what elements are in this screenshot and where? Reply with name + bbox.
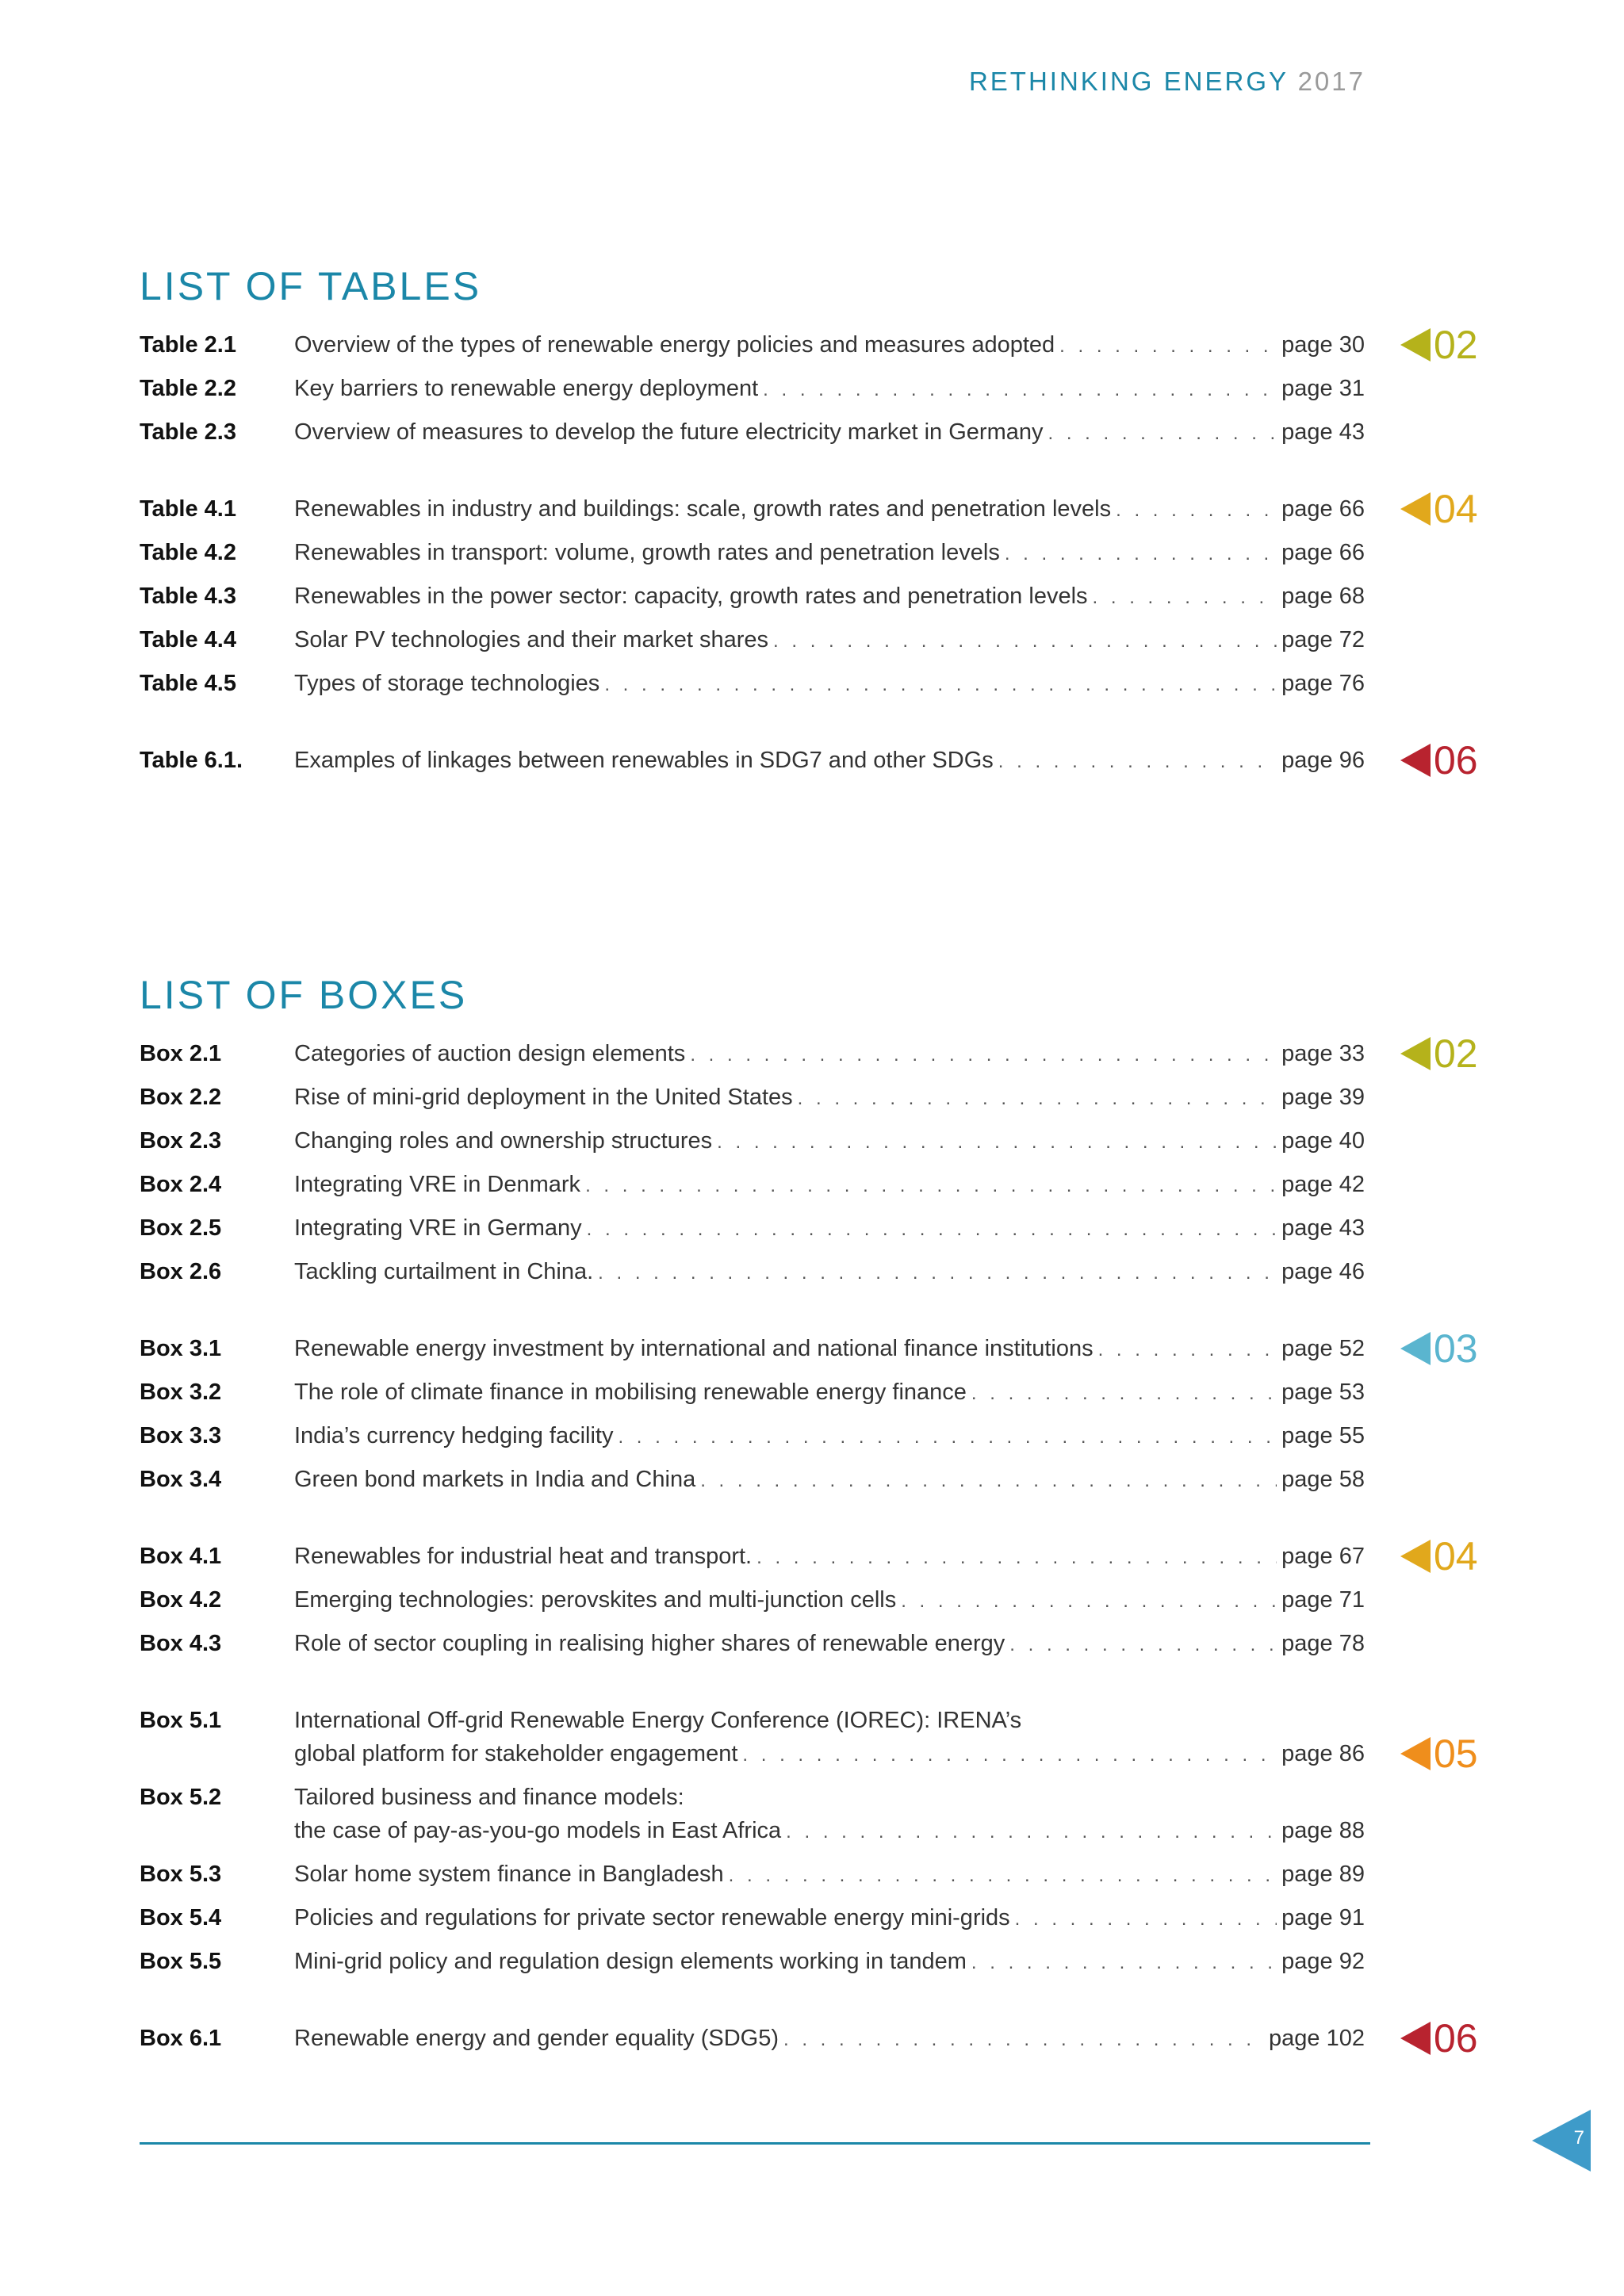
dot-leader <box>1098 1334 1277 1367</box>
footer-rule <box>140 2142 1370 2145</box>
entry-body <box>294 580 1365 614</box>
dot-leader <box>598 1257 1277 1290</box>
entry-body <box>294 492 1365 527</box>
dot-leader <box>1116 494 1277 527</box>
toc-entry[interactable] <box>140 1540 1369 1575</box>
toc-entry[interactable] <box>140 1781 1369 1849</box>
dot-leader <box>798 1082 1277 1115</box>
entry-line <box>294 1081 1365 1115</box>
entry-title: Integrating VRE in Denmark <box>294 1172 581 1197</box>
entry-title: Tackling curtailment in China. <box>294 1259 594 1284</box>
entry-body <box>294 536 1365 571</box>
entry-number: Box 2.6 <box>140 1259 222 1284</box>
toc-group <box>140 1704 1478 1980</box>
entry-body <box>294 1583 1365 1618</box>
page-reference: page 40 <box>1281 1128 1365 1154</box>
entry-line <box>294 1781 1365 1814</box>
toc-group <box>140 323 1478 450</box>
entry-title: India’s currency hedging facility <box>294 1423 614 1448</box>
chapter-number: 05 <box>1434 1732 1478 1776</box>
entry-number: Table 4.1 <box>140 496 236 522</box>
toc-entry[interactable] <box>140 1419 1369 1454</box>
page-number-tab <box>1532 2110 1591 2172</box>
entry-body <box>294 1081 1365 1115</box>
entry-line <box>294 328 1365 363</box>
dot-leader <box>763 373 1277 407</box>
running-header <box>969 67 1365 97</box>
entry-line <box>294 1945 1365 1980</box>
entry-number: Box 5.5 <box>140 1949 222 1974</box>
entry-number: Box 4.1 <box>140 1544 222 1569</box>
entry-number: Box 2.5 <box>140 1215 222 1241</box>
entry-body <box>294 2022 1365 2057</box>
entry-number: Table 2.2 <box>140 376 236 401</box>
toc-entry[interactable] <box>140 1168 1369 1203</box>
page-reference: page 33 <box>1281 1041 1365 1066</box>
entry-number: Box 2.1 <box>140 1041 222 1066</box>
entry-body <box>294 744 1365 779</box>
toc-entry[interactable] <box>140 1255 1369 1290</box>
dot-leader <box>971 1946 1277 1980</box>
chapter-number: 06 <box>1434 738 1478 783</box>
entry-title: Tailored business and finance models: <box>294 1785 684 1810</box>
page-reference: page 30 <box>1281 332 1365 358</box>
publication-year: 2017 <box>1297 67 1365 96</box>
page-number: 7 <box>1573 2127 1584 2149</box>
dot-leader <box>585 1169 1277 1203</box>
page-reference: page 66 <box>1281 540 1365 565</box>
entry-line <box>294 580 1365 614</box>
entry-body <box>294 667 1365 702</box>
entry-line <box>294 1463 1365 1498</box>
chapter-number: 04 <box>1434 487 1478 531</box>
toc-group <box>140 2016 1478 2061</box>
page-reference: page 66 <box>1281 496 1365 522</box>
entry-body <box>294 1540 1365 1575</box>
toc-entry[interactable] <box>140 580 1369 614</box>
dot-leader <box>901 1585 1277 1618</box>
page-reference: page 46 <box>1281 1259 1365 1284</box>
entry-line <box>294 1124 1365 1159</box>
toc-entry[interactable] <box>140 1704 1369 1772</box>
entry-body <box>294 328 1365 363</box>
entry-title: Emerging technologies: perovskites and multi-junction cells <box>294 1587 897 1613</box>
page-reference: page 42 <box>1281 1172 1365 1197</box>
entry-body <box>294 1124 1365 1159</box>
entry-line <box>294 1332 1365 1367</box>
page-reference: page 72 <box>1281 627 1365 652</box>
chapter-arrow-icon <box>1400 492 1431 526</box>
chapter-number: 02 <box>1434 323 1478 367</box>
toc-group <box>140 738 1478 783</box>
toc-entry[interactable] <box>140 623 1369 658</box>
entry-line <box>294 1037 1365 1072</box>
dot-leader <box>618 1421 1277 1454</box>
toc-entry[interactable] <box>140 328 1369 363</box>
chapter-arrow-icon <box>1400 328 1431 362</box>
chapter-number: 04 <box>1434 1534 1478 1578</box>
page-reference: page 76 <box>1281 671 1365 696</box>
toc-group <box>140 487 1478 702</box>
entry-body <box>294 1945 1365 1980</box>
entry-title: Key barriers to renewable energy deployment <box>294 376 759 401</box>
entry-number: Box 5.1 <box>140 1708 222 1733</box>
entry-line <box>294 1858 1365 1892</box>
dot-leader <box>971 1377 1277 1410</box>
section-title-tables: LIST OF TABLES <box>140 264 482 308</box>
entry-number: Box 5.2 <box>140 1785 222 1810</box>
toc-entry[interactable] <box>140 1376 1369 1410</box>
entry-title: Categories of auction design elements <box>294 1041 686 1066</box>
chapter-arrow-icon <box>1400 1332 1431 1365</box>
entry-title: Renewable energy and gender equality (SDG5) <box>294 2026 779 2051</box>
entry-title: Overview of the types of renewable energy policies and measures adopted <box>294 332 1055 358</box>
toc-entry[interactable] <box>140 1463 1369 1498</box>
toc-entry[interactable] <box>140 536 1369 571</box>
entry-title: Integrating VRE in Germany <box>294 1215 582 1241</box>
entry-title: Rise of mini-grid deployment in the United States <box>294 1085 793 1110</box>
dot-leader <box>604 668 1277 702</box>
entry-title: Renewables in transport: volume, growth rates and penetration levels <box>294 540 1000 565</box>
dot-leader <box>729 1859 1277 1892</box>
entry-title: Policies and regulations for private sector renewable energy mini-grids <box>294 1905 1010 1931</box>
chapter-marker <box>1400 738 1478 783</box>
chapter-arrow-icon <box>1400 1037 1431 1070</box>
entry-number: Box 3.3 <box>140 1423 222 1448</box>
entry-number: Table 2.1 <box>140 332 236 358</box>
dot-leader <box>700 1464 1277 1498</box>
entry-title: Renewables in the power sector: capacity, growth rates and penetration levels <box>294 584 1088 609</box>
toc-entry[interactable] <box>140 1124 1369 1159</box>
entry-title: International Off-grid Renewable Energy Conference (IOREC): IRENA’s <box>294 1708 1022 1733</box>
toc-entry[interactable] <box>140 1211 1369 1246</box>
entry-body <box>294 1901 1365 1936</box>
entry-title: Green bond markets in India and China <box>294 1467 696 1492</box>
entry-number: Box 4.3 <box>140 1631 222 1656</box>
entry-body <box>294 1627 1365 1662</box>
entry-body <box>294 1781 1365 1849</box>
chapter-marker <box>1400 1734 1478 1774</box>
entry-body <box>294 1463 1365 1498</box>
entry-title: Renewables for industrial heat and transport. <box>294 1544 753 1569</box>
entry-line <box>294 2022 1365 2057</box>
dot-leader <box>773 625 1277 658</box>
publication-title: RETHINKING ENERGY <box>968 67 1289 96</box>
entry-line <box>294 1583 1365 1618</box>
entry-title: Examples of linkages between renewables in SDG7 and other SDGs <box>294 748 994 773</box>
entry-line <box>294 372 1365 407</box>
toc-group <box>140 1326 1478 1498</box>
dot-leader <box>690 1039 1277 1072</box>
page-reference: page 39 <box>1281 1085 1365 1110</box>
entry-title: Role of sector coupling in realising higher shares of renewable energy <box>294 1631 1005 1656</box>
chapter-arrow-icon <box>1400 1540 1431 1573</box>
toc-entry[interactable] <box>140 415 1369 450</box>
entry-number: Table 4.5 <box>140 671 236 696</box>
page-reference: page 86 <box>1281 1741 1365 1766</box>
entry-line <box>294 1168 1365 1203</box>
page-reference: page 31 <box>1281 376 1365 401</box>
chapter-arrow-icon <box>1400 2022 1431 2055</box>
dot-leader <box>1009 1628 1277 1662</box>
page-reference: page 43 <box>1281 419 1365 445</box>
toc-entry[interactable] <box>140 1901 1369 1936</box>
chapter-number: 02 <box>1434 1031 1478 1076</box>
entry-body <box>294 1704 1365 1772</box>
entry-number: Box 5.4 <box>140 1905 222 1931</box>
entry-body <box>294 1419 1365 1454</box>
dot-leader <box>783 2023 1264 2057</box>
dot-leader <box>756 1541 1277 1575</box>
entry-title: Renewables in industry and buildings: scale, growth rates and penetration levels <box>294 496 1112 522</box>
entry-line <box>294 623 1365 658</box>
entry-line <box>294 492 1365 527</box>
chapter-marker <box>1400 2016 1478 2061</box>
page-reference: page 67 <box>1281 1544 1365 1569</box>
page-reference: page 88 <box>1281 1818 1365 1843</box>
page-reference: page 96 <box>1281 748 1365 773</box>
entry-title: Overview of measures to develop the future electricity market in Germany <box>294 419 1044 445</box>
entry-number: Box 4.2 <box>140 1587 222 1613</box>
dot-leader <box>786 1816 1277 1849</box>
toc-entry[interactable] <box>140 1037 1369 1072</box>
chapter-arrow-icon <box>1400 1737 1431 1770</box>
toc-group <box>140 1534 1478 1662</box>
entry-title: The role of climate finance in mobilising renewable energy finance <box>294 1380 967 1405</box>
dot-leader <box>742 1739 1277 1772</box>
entry-title: global platform for stakeholder engagement <box>294 1741 738 1766</box>
chapter-number: 06 <box>1434 2016 1478 2061</box>
page-reference: page 53 <box>1281 1380 1365 1405</box>
chapter-arrow-icon <box>1400 744 1431 777</box>
entry-line <box>294 1814 1365 1849</box>
chapter-number: 03 <box>1434 1326 1478 1371</box>
page-reference: page 71 <box>1281 1587 1365 1613</box>
entry-line <box>294 1419 1365 1454</box>
entry-body <box>294 1255 1365 1290</box>
toc-entry[interactable] <box>140 744 1369 779</box>
entry-line <box>294 1540 1365 1575</box>
list-of-boxes <box>140 970 1478 2099</box>
list-of-tables <box>140 262 1478 821</box>
entry-line <box>294 744 1365 779</box>
page-reference: page 102 <box>1269 2026 1365 2051</box>
entry-line <box>294 1376 1365 1410</box>
entry-number: Table 4.2 <box>140 540 236 565</box>
entry-title: Changing roles and ownership structures <box>294 1128 713 1154</box>
dot-leader <box>1048 417 1277 450</box>
entry-body <box>294 1858 1365 1892</box>
entry-line <box>294 1704 1365 1737</box>
entry-line <box>294 667 1365 702</box>
dot-leader <box>717 1126 1277 1159</box>
entry-body <box>294 1037 1365 1072</box>
toc-group <box>140 1031 1478 1290</box>
entry-title: Solar PV technologies and their market shares <box>294 627 769 652</box>
chapter-marker <box>1400 325 1478 365</box>
page-reference: page 52 <box>1281 1336 1365 1361</box>
boxes-groups <box>140 1031 1478 2061</box>
dot-leader <box>1015 1903 1277 1936</box>
entry-number: Table 2.3 <box>140 419 236 445</box>
entry-number: Box 2.3 <box>140 1128 222 1154</box>
entry-number: Box 3.4 <box>140 1467 222 1492</box>
entry-number: Box 5.3 <box>140 1862 222 1887</box>
entry-line <box>294 536 1365 571</box>
entry-body <box>294 415 1365 450</box>
tables-groups <box>140 323 1478 783</box>
toc-entry[interactable] <box>140 372 1369 407</box>
chapter-marker <box>1400 1031 1478 1076</box>
entry-body <box>294 1211 1365 1246</box>
entry-line <box>294 1627 1365 1662</box>
toc-entry[interactable] <box>140 1081 1369 1115</box>
page-reference: page 55 <box>1281 1423 1365 1448</box>
entry-number: Box 6.1 <box>140 2026 222 2051</box>
page-reference: page 78 <box>1281 1631 1365 1656</box>
entry-line <box>294 1901 1365 1936</box>
page-reference: page 92 <box>1281 1949 1365 1974</box>
entry-title: Types of storage technologies <box>294 671 600 696</box>
dot-leader <box>587 1213 1277 1246</box>
entry-number: Box 2.2 <box>140 1085 222 1110</box>
toc-entry[interactable] <box>140 1627 1369 1662</box>
entry-line <box>294 1211 1365 1246</box>
page-reference: page 68 <box>1281 584 1365 609</box>
entry-body <box>294 1376 1365 1410</box>
chapter-marker <box>1400 1326 1478 1371</box>
toc-entry[interactable] <box>140 1858 1369 1892</box>
dot-leader <box>1059 330 1277 363</box>
entry-title: Mini-grid policy and regulation design elements working in tandem <box>294 1949 967 1974</box>
chapter-marker <box>1400 1536 1478 1576</box>
chapter-marker <box>1400 489 1478 529</box>
dot-leader <box>1093 581 1277 614</box>
toc-entry[interactable] <box>140 1332 1369 1367</box>
section-title-boxes: LIST OF BOXES <box>140 973 468 1017</box>
entry-body <box>294 1332 1365 1367</box>
entry-line <box>294 415 1365 450</box>
entry-body <box>294 623 1365 658</box>
entry-body <box>294 1168 1365 1203</box>
toc-entry[interactable] <box>140 492 1369 527</box>
dot-leader <box>998 745 1277 779</box>
entry-body <box>294 372 1365 407</box>
toc-entry[interactable] <box>140 1583 1369 1618</box>
toc-entry[interactable] <box>140 667 1369 702</box>
entry-title: the case of pay-as-you-go models in East Africa <box>294 1818 782 1843</box>
page-reference: page 89 <box>1281 1862 1365 1887</box>
entry-title: Solar home system finance in Bangladesh <box>294 1862 724 1887</box>
entry-number: Box 3.1 <box>140 1336 222 1361</box>
entry-line <box>294 1255 1365 1290</box>
dot-leader <box>1005 538 1277 571</box>
entry-number: Box 2.4 <box>140 1172 222 1197</box>
entry-number: Table 4.3 <box>140 584 236 609</box>
toc-entry[interactable] <box>140 2022 1369 2057</box>
toc-entry[interactable] <box>140 1945 1369 1980</box>
entry-number: Box 3.2 <box>140 1380 222 1405</box>
entry-title: Renewable energy investment by international and national finance institutions <box>294 1336 1094 1361</box>
page-reference: page 43 <box>1281 1215 1365 1241</box>
entry-line <box>294 1737 1365 1772</box>
entry-number: Table 6.1. <box>140 748 243 773</box>
page-reference: page 91 <box>1281 1905 1365 1931</box>
page-reference: page 58 <box>1281 1467 1365 1492</box>
entry-number: Table 4.4 <box>140 627 236 652</box>
